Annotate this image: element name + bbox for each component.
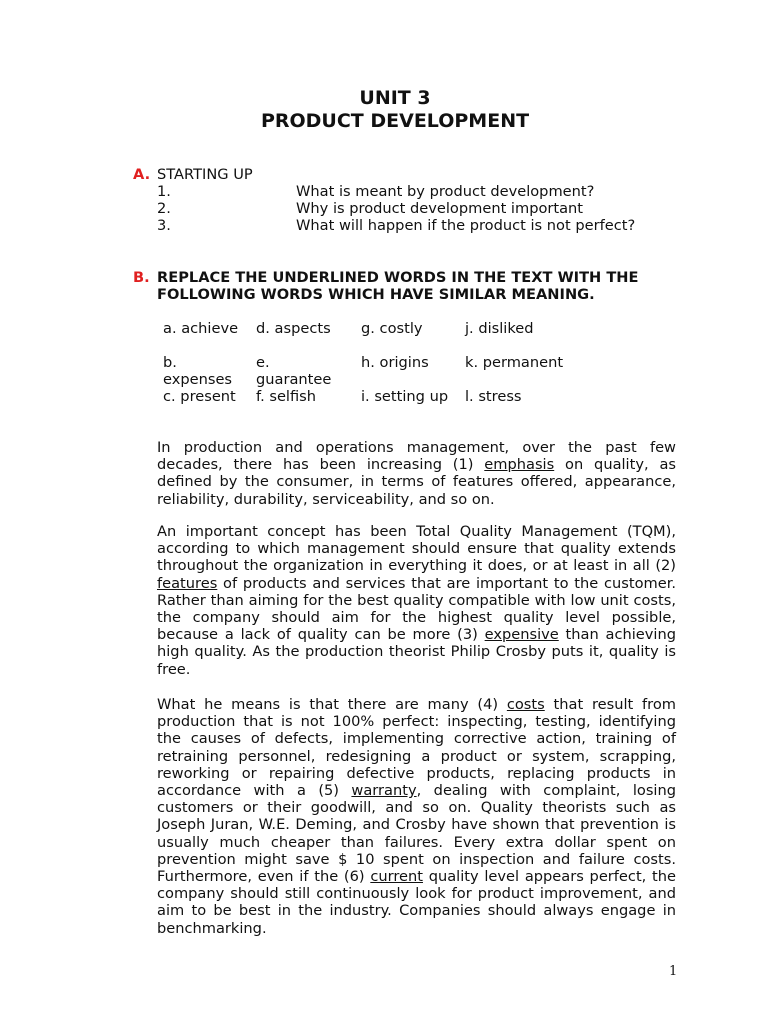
underlined-word: emphasis bbox=[484, 456, 555, 474]
word-option: a. achieve bbox=[163, 320, 239, 337]
reading-paragraph bbox=[157, 696, 676, 937]
paragraph-text: of products and services that are important to the customer. Rather than aiming for the best quality compatible with low unit costs, the company should aim for the highest quality level possible, because a lack of quality can be more (3) bbox=[157, 574, 676, 644]
question-text: Why is product development important bbox=[296, 200, 584, 217]
paragraph-text: on quality, as defined by the consumer, in terms of features offered, appearance, reliability, durability, serviceability, and so on. bbox=[157, 456, 676, 508]
underlined-word: current bbox=[370, 868, 423, 886]
question-number: 1. bbox=[157, 183, 171, 200]
reading-paragraph bbox=[157, 439, 676, 508]
section-b-title: REPLACE THE UNDERLINED WORDS IN THE TEXT WITH THE FOLLOWING WORDS WHICH HAVE SIMILAR MEANING. bbox=[157, 269, 639, 303]
section-a-title: STARTING UP bbox=[157, 166, 253, 183]
word-option: i. setting up bbox=[361, 388, 449, 405]
word-option: d. aspects bbox=[256, 320, 331, 337]
question-number: 3. bbox=[157, 217, 171, 234]
word-option: j. disliked bbox=[465, 320, 534, 337]
underlined-word: costs bbox=[506, 696, 545, 713]
paragraph-text: that result from production that is not 100% perfect: inspecting, testing, identifying the causes of defects, implementing corrective action, training of retraining personnel, redesigning a product or system, scrapping, reworking or repairing defective products, replacing products in accordance with a (5) bbox=[157, 696, 676, 800]
underlined-word: warranty bbox=[351, 782, 417, 800]
page-number: 1 bbox=[669, 964, 678, 979]
question-number: 2. bbox=[157, 200, 171, 217]
word-option: k. permanent bbox=[465, 354, 564, 371]
paragraph-text: than achieving high quality. As the production theorist Philip Crosby puts it, quality is free. bbox=[157, 626, 676, 678]
section-b-letter: B. bbox=[133, 269, 150, 286]
unit-subtitle: PRODUCT DEVELOPMENT bbox=[260, 110, 530, 132]
word-option: e. guarantee bbox=[256, 354, 332, 388]
underlined-word: features bbox=[157, 574, 218, 592]
word-option: h. origins bbox=[361, 354, 429, 371]
paragraph-text: quality level appears perfect, the company should still continuously look for product improvement, and aim to be best in the industry. Companies should always engage in benchmarking. bbox=[157, 868, 676, 937]
word-option: c. present bbox=[163, 388, 236, 405]
question-text: What is meant by product development? bbox=[296, 183, 595, 200]
paragraph-text: In production and operations management, over the past few decades, there has been increasing (1) bbox=[157, 439, 676, 474]
section-a-letter: A. bbox=[133, 166, 151, 183]
question-text: What will happen if the product is not perfect? bbox=[296, 217, 636, 234]
word-option: f. selfish bbox=[256, 388, 317, 405]
word-option: g. costly bbox=[361, 320, 423, 337]
word-option: b. expenses bbox=[163, 354, 233, 388]
paragraph-text: , dealing with complaint, losing customers or their goodwill, and so on. Quality theorists such as Joseph Juran, W.E. Deming, and Crosby have shown that prevention is usually much cheaper than failures. Every extra dollar spent on prevention might save $ 10 spent on inspection and failure costs. Furthermore, even if the (6) bbox=[157, 782, 676, 886]
underlined-word: expensive bbox=[484, 626, 559, 644]
paragraph-text: An important concept has been Total Quality Management (TQM), according to which management should ensure that quality extends throughout the organization in everything it does, or at least in all (2) bbox=[157, 523, 676, 575]
paragraph-text: What he means is that there are many (4) bbox=[157, 696, 507, 713]
reading-paragraph bbox=[157, 523, 676, 678]
word-option: l. stress bbox=[465, 388, 522, 405]
unit-title: UNIT 3 bbox=[359, 87, 431, 109]
